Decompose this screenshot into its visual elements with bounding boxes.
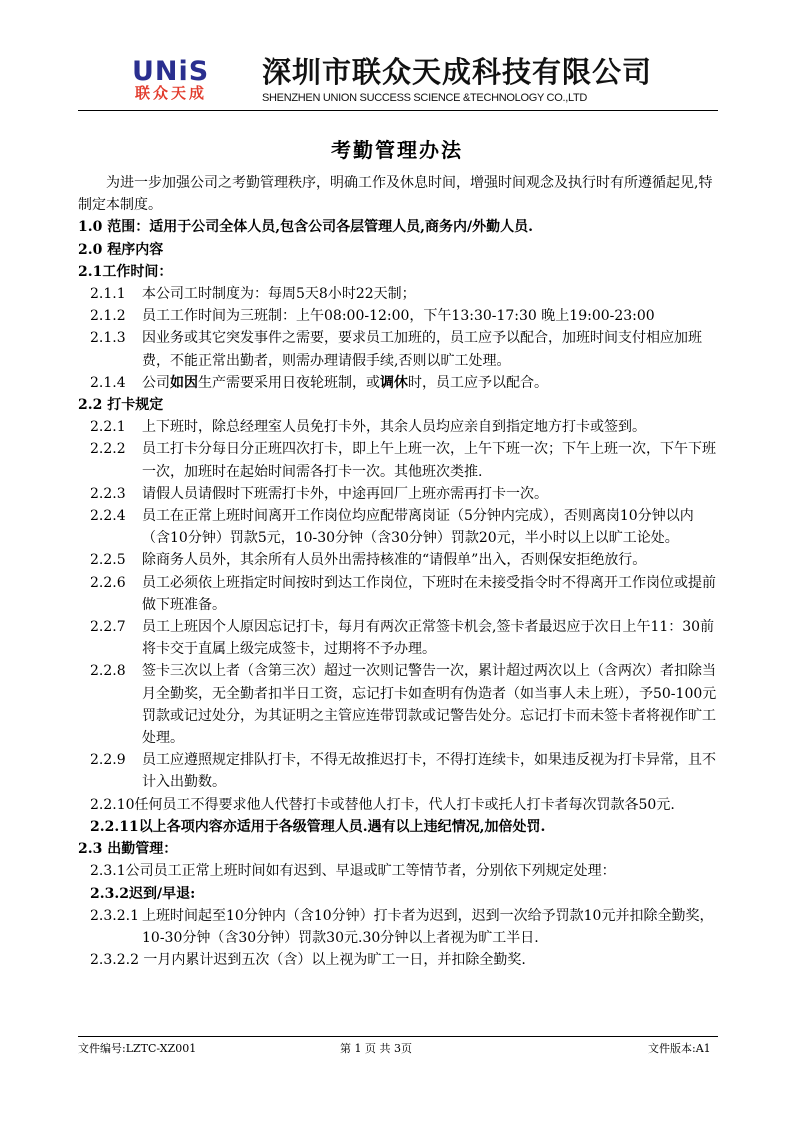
intro-paragraph: 为进一步加强公司之考勤管理秩序，明确工作及休息时间，增强时间观念及执行时有所遵循起见,特制定本制度。 xyxy=(78,175,713,214)
clause-2-2-4 xyxy=(78,505,718,549)
clause-number: 2.2.1 xyxy=(90,419,126,436)
clause-2-2-5 xyxy=(78,549,718,571)
clause-text-c: 生产需要采用日夜轮班制，或 xyxy=(198,374,380,391)
clause-2-1-3 xyxy=(78,327,718,371)
clause-number: 2.2.4 xyxy=(90,508,126,525)
company-logo xyxy=(132,58,236,102)
clause-number: 2.2.8 xyxy=(90,663,126,680)
footer-divider xyxy=(78,1036,718,1037)
clause-2-1-4 xyxy=(78,372,718,394)
clause-text: 员工应遵照规定排队打卡，不得无故推迟打卡，不得打连续卡，如果违反视为打卡异常，且不计入出勤数。 xyxy=(142,752,716,791)
clause-2-2-9 xyxy=(78,749,718,793)
clause-text: 员工工作时间为三班制：上午08:00-12:00，下午13:30-17:30 晚上19:00-23:00 xyxy=(142,308,655,325)
footer-page-number: 第 1 页 共 3页 xyxy=(340,1042,412,1055)
section-2-2-heading: 2.2 打卡规定 xyxy=(78,397,164,414)
clause-2-3-2-2: 2.3.2.2 一月内累计迟到五次（含）以上视为旷工一日，并扣除全勤奖. xyxy=(90,952,526,969)
logo-text-cn: 联众天成 xyxy=(135,84,208,102)
clause-text: 员工打卡分每日分正班四次打卡，即上午上班一次，上午下班一次；下午上班一次，下午下班一次，加班时在起始时间需各打卡一次。其他班次类推. xyxy=(142,441,716,480)
clause-text: 上下班时，除总经理室人员免打卡外，其余人员均应亲自到指定地方打卡或签到。 xyxy=(142,419,646,436)
header-divider xyxy=(78,110,718,111)
clause-2-3-1: 2.3.1公司员工正常上班时间如有迟到、早退或旷工等情节者，分别依下列规定处理： xyxy=(90,863,616,880)
clause-2-2-8 xyxy=(78,660,718,749)
clause-number: 2.3.2.1 xyxy=(90,907,139,924)
clause-number: 2.2.3 xyxy=(90,485,126,502)
clause-number: 2.1.4 xyxy=(90,374,126,391)
clause-text-b: 如因 xyxy=(170,374,198,391)
company-name-cn: 深圳市联众天成科技有限公司 xyxy=(262,55,653,89)
clause-number: 2.2.5 xyxy=(90,552,126,569)
clause-number: 2.2.2 xyxy=(90,441,126,458)
clause-number: 2.1.1 xyxy=(90,286,126,303)
footer-version: 文件版本:A1 xyxy=(648,1042,711,1055)
clause-text: 除商务人员外，其余所有人员外出需持核准的“请假单”出入，否则保安拒绝放行。 xyxy=(142,552,647,569)
clause-text: 上班时间起至10分钟内（含10分钟）打卡者为迟到，迟到一次给予罚款10元并扣除全勤奖，10-30分钟（含30分钟）罚款30元.30分钟以上者视为旷工半日. xyxy=(142,907,714,946)
clause-text-e: 时，员工应予以配合。 xyxy=(408,374,548,391)
clause-text: 员工必须依上班指定时间按时到达工作岗位，下班时在未接受指令时不得离开工作岗位或提前做下班准备。 xyxy=(142,574,716,613)
clause-2-1-1 xyxy=(78,283,718,305)
section-2-3-heading: 2.3 出勤管理： xyxy=(78,841,178,858)
document-body xyxy=(78,172,718,971)
clause-text: 本公司工时制度为：每周5天8小时22天制； xyxy=(142,286,416,303)
clause-number: 2.2.7 xyxy=(90,619,126,636)
clause-text: 员工上班因个人原因忘记打卡，每月有两次正常签卡机会,签卡者最迟应于次日上午11：30前将卡交于直属上级完成签卡，过期将不予办理。 xyxy=(142,619,715,658)
clause-text: 因业务或其它突发事件之需要，要求员工加班的，员工应予以配合，加班时间支付相应加班费，不能正常出勤者，则需办理请假手续,否则以旷工处理。 xyxy=(142,330,702,369)
section-1-scope: 1.0 范围：适用于公司全体人员,包含公司各层管理人员,商务内/外勤人员. xyxy=(78,219,533,236)
footer-doc-number: 文件编号:LZTC-XZ001 xyxy=(78,1042,197,1055)
clause-text: 签卡三次以上者（含第三次）超过一次则记警告一次，累计超过两次以上（含两次）者扣除当月全勤奖，无全勤者扣半日工资，忘记打卡如查明有伪造者（如当事人未上班），予50-100元罚款或记过处分，为其证明之主管应连带罚款或记警告处分。忘记打卡而未签卡者将视作旷工处理。 xyxy=(142,663,717,747)
section-2-1-heading: 2.1工作时间： xyxy=(78,263,173,280)
clause-number: 2.1.3 xyxy=(90,330,126,347)
clause-2-3-2-heading: 2.3.2迟到/早退: xyxy=(90,885,196,902)
clause-2-2-2 xyxy=(78,438,718,482)
clause-2-2-1 xyxy=(78,416,718,438)
clause-number: 2.2.6 xyxy=(90,574,126,591)
clause-2-2-3 xyxy=(78,483,718,505)
clause-text-a: 公司 xyxy=(142,374,170,391)
section-2-heading: 2.0 程序内容 xyxy=(78,241,164,258)
clause-2-2-6 xyxy=(78,572,718,616)
clause-2-2-10: 2.2.10任何员工不得要求他人代替打卡或替他人打卡，代人打卡或托人打卡者每次罚款各50元. xyxy=(90,796,675,813)
clause-text-d: 调休 xyxy=(380,374,408,391)
logo-text-en: UNiS xyxy=(132,56,210,87)
clause-number: 2.1.2 xyxy=(90,308,126,325)
clause-number: 2.2.9 xyxy=(90,752,126,769)
company-name-en: SHENZHEN UNION SUCCESS SCIENCE &TECHNOLOGY CO.,LTD xyxy=(262,92,588,104)
clause-2-2-7 xyxy=(78,616,718,660)
document-title: 考勤管理办法 xyxy=(331,138,463,162)
clause-2-2-11: 2.2.11以上各项内容亦适用于各级管理人员.遇有以上违纪情况,加倍处罚. xyxy=(90,818,546,835)
clause-text: 员工在正常上班时间离开工作岗位均应配带离岗证（5分钟内完成），否则离岗10分钟以内（含10分钟）罚款5元，10-30分钟（含30分钟）罚款20元，半小时以上以旷工论处。 xyxy=(142,508,694,547)
clause-2-1-2 xyxy=(78,305,718,327)
clause-2-3-2-1 xyxy=(78,905,718,949)
clause-text: 请假人员请假时下班需打卡外，中途再回厂上班亦需再打卡一次。 xyxy=(142,485,548,502)
